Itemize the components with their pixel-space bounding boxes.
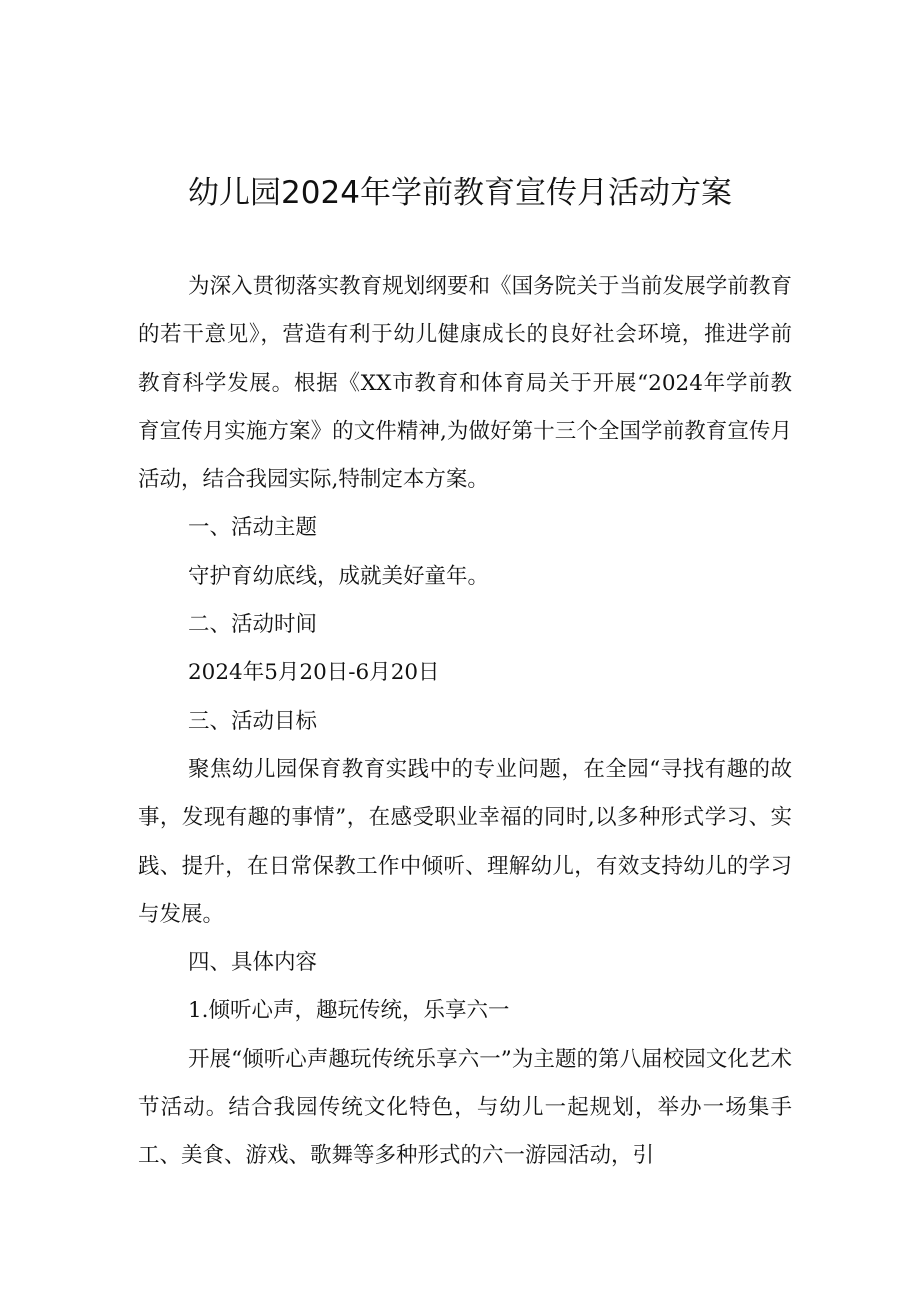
goals-paragraph: 聚焦幼儿园保育教育实践中的专业问题，在全园“寻找有趣的故事，发现有趣的事情”，在感受职业幸福的同时,以多种形式学习、实践、提升，在日常保教工作中倾听、理解幼儿，有效支持幼儿的学习与发展。: [138, 756, 792, 927]
intro-paragraph: 为深入贯彻落实教育规划纲要和《国务院关于当前发展学前教育的若干意见》，营造有利于幼儿健康成长的良好社会环境，推进学前教育科学发展。根据《XX市教育和体育局关于开展“2024年学前教育宣传月实施方案》的文件精神,为做好第十三个全国学前教育宣传月活动，结合我园实际,特制定本方案。: [138, 274, 792, 493]
section-heading-theme: 一、活动主题: [188, 515, 318, 541]
section-heading-time: 二、活动时间: [188, 612, 318, 638]
content-paragraph-1: 开展“倾听心声趣玩传统乐享六一”为主题的第八届校园文化艺术节活动。结合我园传统文化特色，与幼儿一起规划，举办一场集手工、美食、游戏、歌舞等多种形式的六一游园活动，引: [138, 1046, 792, 1169]
section-heading-content: 四、具体内容: [188, 950, 318, 976]
time-paragraph: 2024年5月20日-6月20日: [188, 660, 440, 686]
document-title: 幼儿园2024年学前教育宣传月活动方案: [188, 175, 732, 211]
subsection-heading-1: 1.倾听心声，趣玩传统，乐享六一: [188, 998, 510, 1024]
theme-paragraph: 守护育幼底线，成就美好童年。: [188, 563, 490, 589]
section-heading-goals: 三、活动目标: [188, 708, 318, 734]
document-body: [138, 263, 792, 1181]
